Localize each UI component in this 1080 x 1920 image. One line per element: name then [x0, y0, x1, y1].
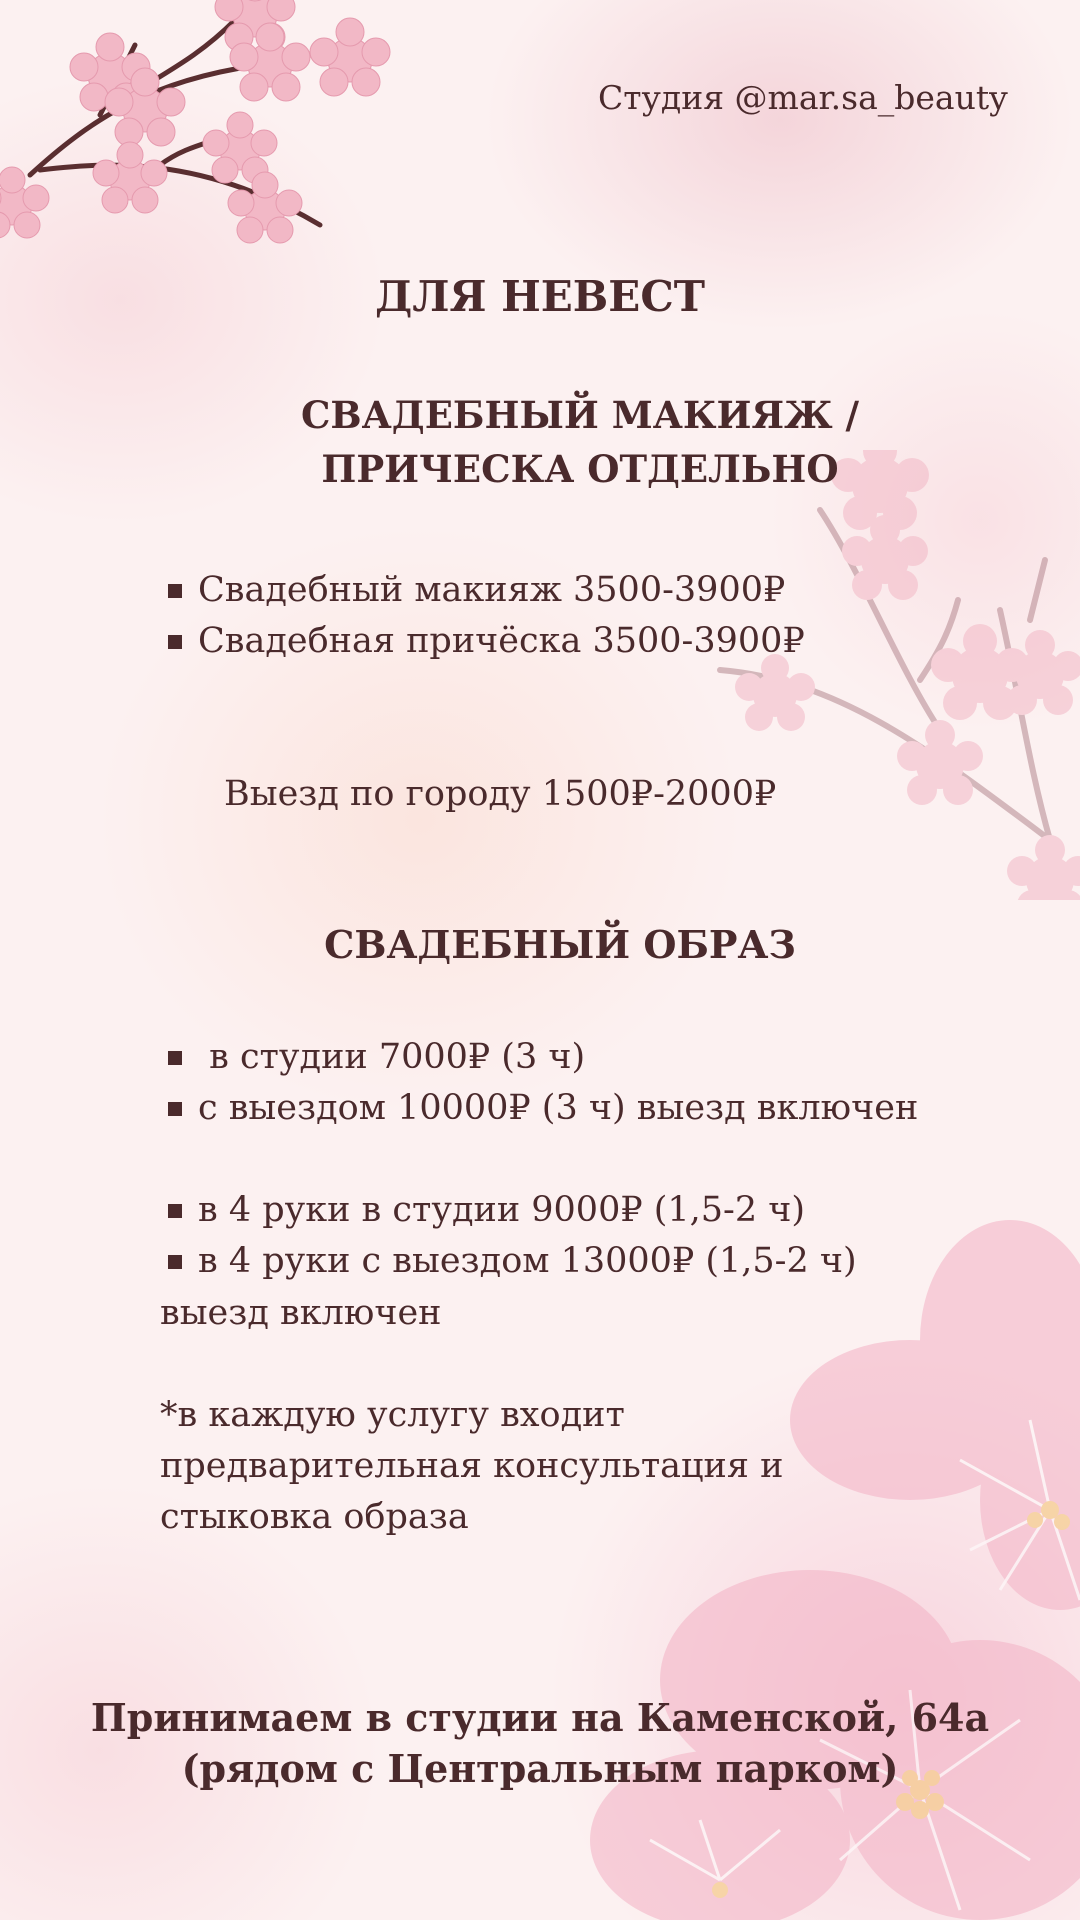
item-continuation: выезд включен [160, 1293, 442, 1333]
item-text: Свадебный макияж 3500-3900₽ [198, 570, 786, 610]
item-text: Свадебная причёска 3500-3900₽ [198, 621, 805, 661]
city-travel-price: Выезд по городу 1500₽-2000₽ [224, 774, 777, 814]
square-bullet-icon [168, 1204, 182, 1218]
note-line3: стыковка образа [160, 1497, 469, 1537]
list-item [168, 1032, 918, 1083]
address-line1: Принимаем в студии на Каменской, 64а [90, 1695, 990, 1740]
studio-address [0, 1692, 1080, 1794]
list-item [168, 565, 805, 616]
list-item [168, 1083, 918, 1134]
note-line2: предварительная консультация и [160, 1446, 784, 1486]
list-item [168, 1236, 918, 1287]
wedding-look-heading: СВАДЕБНЫЙ ОБРАЗ [324, 922, 796, 967]
separate-heading-line2: ПРИЧЕСКА ОТДЕЛЬНО [321, 447, 839, 491]
item-text: в 4 руки в студии 9000₽ (1,5-2 ч) [198, 1190, 806, 1230]
square-bullet-icon [168, 1102, 182, 1116]
brides-heading: ДЛЯ НЕВЕСТ [374, 272, 706, 321]
square-bullet-icon [168, 635, 182, 649]
separate-heading-line1: СВАДЕБНЫЙ МАКИЯЖ / [300, 393, 860, 437]
studio-handle: Студия @mar.sa_beauty [598, 78, 1008, 117]
wedding-look-list [168, 1032, 918, 1287]
list-item [168, 616, 805, 667]
item-text: в студии 7000₽ (3 ч) [198, 1037, 586, 1077]
separate-services-heading [260, 388, 900, 496]
item-text: в 4 руки с выездом 13000₽ (1,5-2 ч) [198, 1241, 857, 1281]
address-line2: (рядом с Центральным парком) [181, 1746, 899, 1791]
large-flowers-bottom-right [580, 1220, 1080, 1920]
note-line1: *в каждую услугу входит [160, 1395, 625, 1435]
square-bullet-icon [168, 584, 182, 598]
cherry-blossom-branch-right [700, 450, 1080, 900]
square-bullet-icon [168, 1051, 182, 1065]
separate-services-list [168, 565, 805, 667]
list-item [168, 1185, 918, 1236]
cherry-blossom-branch-top-left [0, 0, 400, 260]
square-bullet-icon [168, 1255, 182, 1269]
item-text: с выездом 10000₽ (3 ч) выезд включен [198, 1088, 919, 1128]
service-note [160, 1390, 783, 1543]
